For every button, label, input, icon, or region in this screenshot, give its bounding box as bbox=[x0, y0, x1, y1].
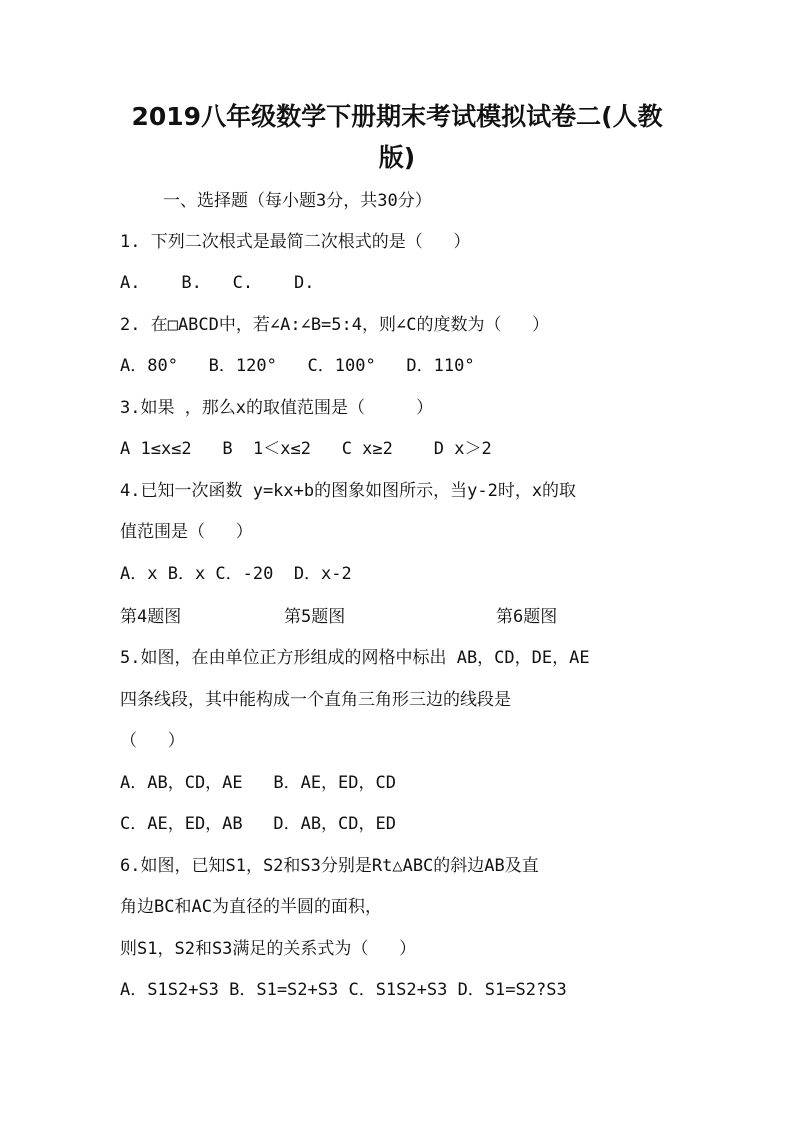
document-title-line1: 2019八年级数学下册期末考试模拟试卷二(人教 bbox=[131, 102, 663, 131]
question-5-stem-line2: 四条线段，其中能构成一个直角三角形三边的线段是 bbox=[120, 690, 511, 710]
question-3-stem: 3.如果 ，那么x的取值范围是（ ） bbox=[120, 398, 434, 418]
question-5-stem-line1: 5.如图，在由单位正方形组成的网格中标出 AB，CD，DE，AE bbox=[120, 648, 590, 668]
question-3-options: A 1≤x≤2 B 1＜x≤2 C x≥2 D x＞2 bbox=[120, 439, 492, 459]
question-6-options: A．S1S2+S3 B．S1=S2+S3 C．S1S2+S3 D．S1=S2?S3 bbox=[120, 980, 567, 1000]
question-5-options-line2: C．AE，ED，AB D．AB，CD，ED bbox=[120, 814, 396, 834]
question-6-stem-line2: 角边BC和AC为直径的半圆的面积， bbox=[120, 897, 382, 917]
question-1-stem: 1. 下列二次根式是最简二次根式的是（ ） bbox=[120, 232, 471, 252]
figure-labels bbox=[120, 605, 680, 629]
question-2-options: A．80° B．120° C．100° D．110° bbox=[120, 356, 475, 376]
question-4-stem-line2: 值范围是（ ） bbox=[120, 522, 253, 542]
figure-label-6: 第6题图 bbox=[496, 607, 558, 627]
figure-label-5: 第5题图 bbox=[284, 607, 346, 627]
question-6-stem-line3: 则S1，S2和S3满足的关系式为（ ） bbox=[120, 939, 417, 959]
question-5-options-line1: A．AB，CD，AE B．AE，ED，CD bbox=[120, 773, 396, 793]
question-4-options: A．x B．x C．-20 D．x-2 bbox=[120, 564, 352, 584]
question-2-stem: 2. 在□ABCD中，若∠A:∠B=5:4，则∠C的度数为（ ） bbox=[120, 315, 550, 335]
question-4-stem-line1: 4.已知一次函数 y=kx+b的图象如图所示，当y-2时，x的取 bbox=[120, 481, 577, 501]
question-6-stem-line1: 6.如图，已知S1，S2和S3分别是Rt△ABC的斜边AB及直 bbox=[120, 856, 539, 876]
document-title-line2: 版) bbox=[378, 143, 416, 172]
figure-label-4: 第4题图 bbox=[120, 607, 182, 627]
question-5-stem-line3: （ ） bbox=[120, 731, 185, 751]
question-1-options: A. B. C. D. bbox=[120, 273, 315, 293]
section-heading: 一、选择题（每小题3分，共30分） bbox=[163, 191, 432, 211]
